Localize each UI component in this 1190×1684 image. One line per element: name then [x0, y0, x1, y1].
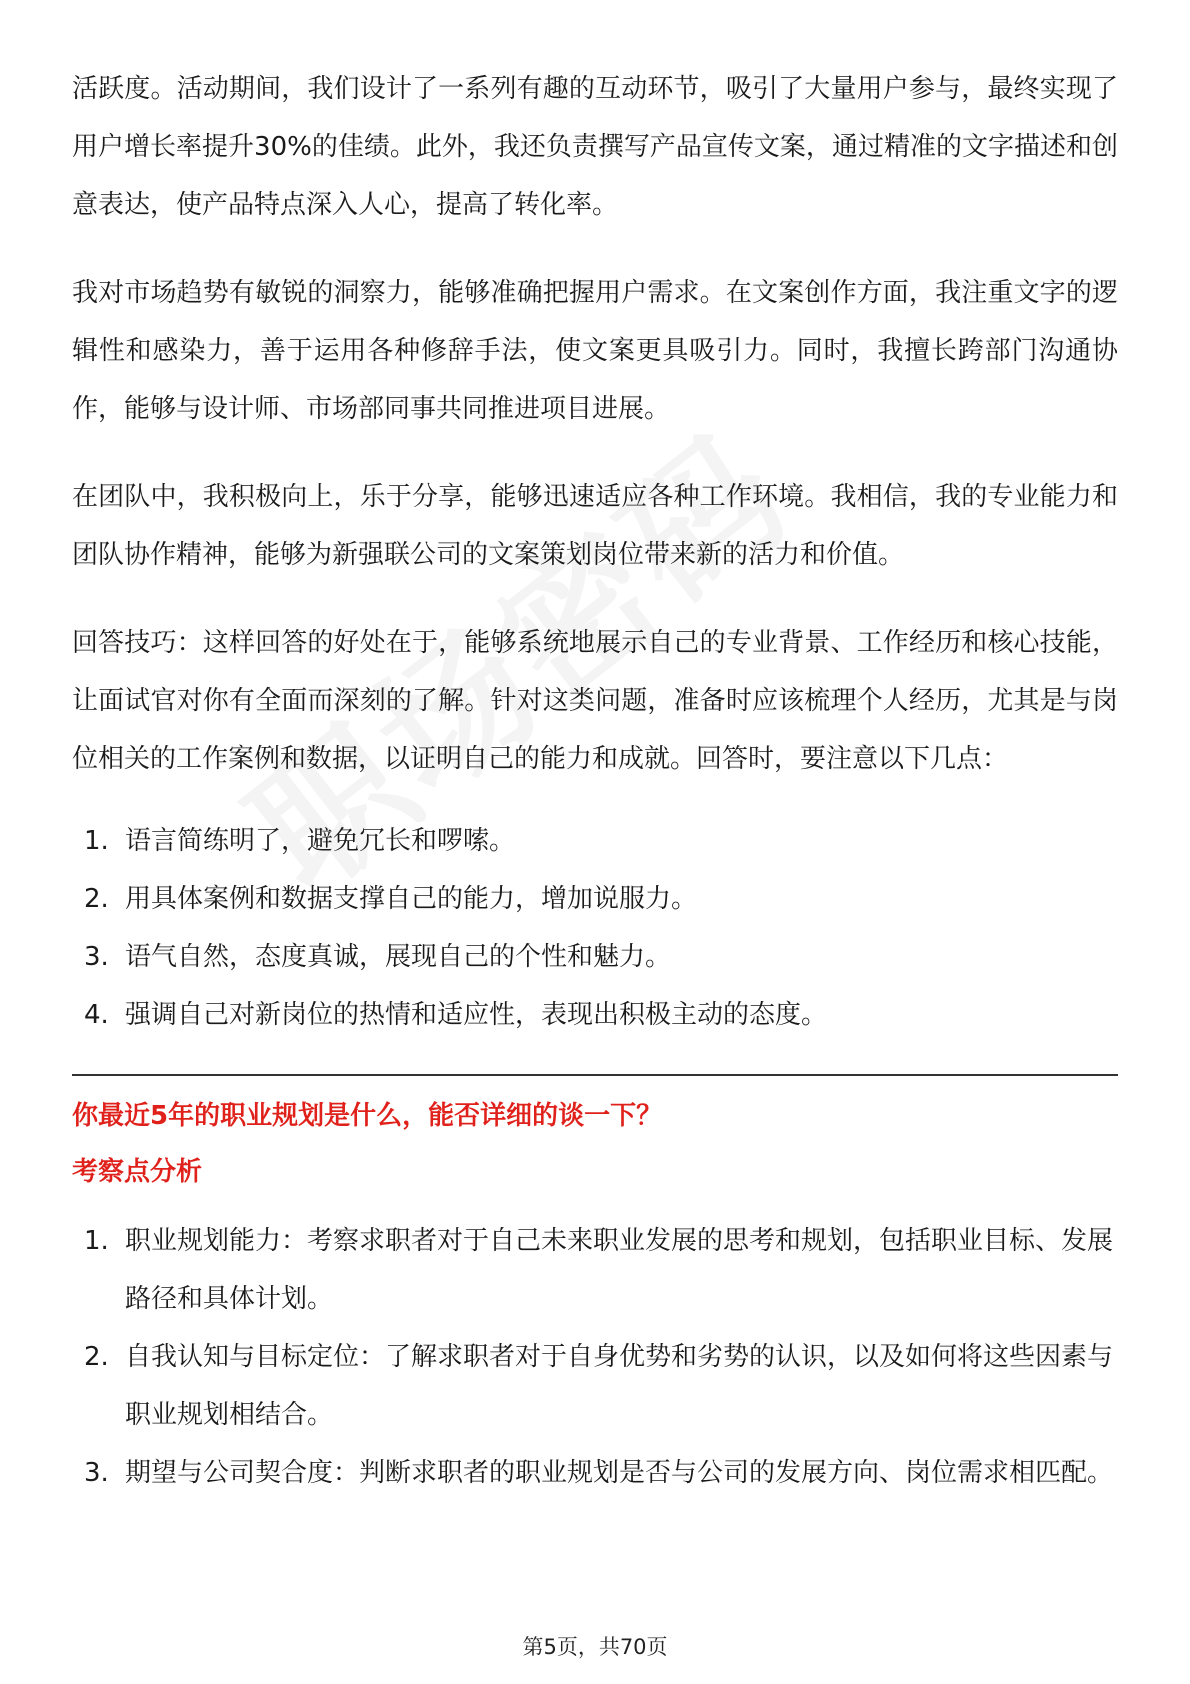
- page-number: 第5页，共70页: [522, 1635, 668, 1659]
- list-number: 4.: [84, 1000, 109, 1030]
- list-item: [72, 1444, 1118, 1502]
- analysis-heading: 考察点分析: [72, 1157, 203, 1187]
- list-item-text: 语言简练明了，避免冗长和啰嗦。: [125, 826, 516, 856]
- paragraph: 我对市场趋势有敏锐的洞察力，能够准确把握用户需求。在文案创作方面，我注重文字的逻辑性和感染力，善于运用各种修辞手法，使文案更具吸引力。同时，我擅长跨部门沟通协作，能够与设计师、市场部同事共同推进项目进展。: [72, 278, 1118, 424]
- list-number: 3.: [84, 1458, 109, 1488]
- list-item: [72, 870, 1118, 928]
- list-item: [72, 1328, 1118, 1444]
- document-page: [72, 60, 1118, 1502]
- list-item: [72, 928, 1118, 986]
- list-number: 3.: [84, 942, 109, 972]
- list-item-text: 强调自己对新岗位的热情和适应性，表现出积极主动的态度。: [125, 1000, 828, 1030]
- list-item-text: 自我认知与目标定位：了解求职者对于自身优势和劣势的认识，以及如何将这些因素与职业规划相结合。: [125, 1342, 1114, 1430]
- list-item-text: 期望与公司契合度：判断求职者的职业规划是否与公司的发展方向、岗位需求相匹配。: [125, 1458, 1114, 1488]
- list-item-text: 用具体案例和数据支撑自己的能力，增加说服力。: [125, 884, 698, 914]
- list-item-text: 语气自然，态度真诚，展现自己的个性和魅力。: [125, 942, 672, 972]
- question-heading: 你最近5年的职业规划是什么，能否详细的谈一下？: [72, 1101, 663, 1131]
- paragraph: 在团队中，我积极向上，乐于分享，能够迅速适应各种工作环境。我相信，我的专业能力和团队协作精神，能够为新强联公司的文案策划岗位带来新的活力和价值。: [72, 482, 1118, 570]
- list-item: [72, 986, 1118, 1044]
- analysis-list: [72, 1212, 1118, 1502]
- list-item: [72, 812, 1118, 870]
- list-item: [72, 1212, 1118, 1328]
- paragraph: 活跃度。活动期间，我们设计了一系列有趣的互动环节，吸引了大量用户参与，最终实现了用户增长率提升30%的佳绩。此外，我还负责撰写产品宣传文案，通过精准的文字描述和创意表达，使产品特点深入人心，提高了转化率。: [72, 74, 1118, 220]
- list-number: 2.: [84, 884, 109, 914]
- list-number: 2.: [84, 1342, 109, 1372]
- list-number: 1.: [84, 1226, 109, 1256]
- answer-tips-paragraph: 回答技巧：这样回答的好处在于，能够系统地展示自己的专业背景、工作经历和核心技能，让面试官对你有全面而深刻的了解。针对这类问题，准备时应该梳理个人经历，尤其是与岗位相关的工作案例和数据，以证明自己的能力和成就。回答时，要注意以下几点：: [72, 628, 1118, 774]
- section-divider: [72, 1074, 1118, 1076]
- list-number: 1.: [84, 826, 109, 856]
- list-item-text: 职业规划能力：考察求职者对于自己未来职业发展的思考和规划，包括职业目标、发展路径和具体计划。: [125, 1226, 1114, 1314]
- tips-list: [72, 812, 1118, 1044]
